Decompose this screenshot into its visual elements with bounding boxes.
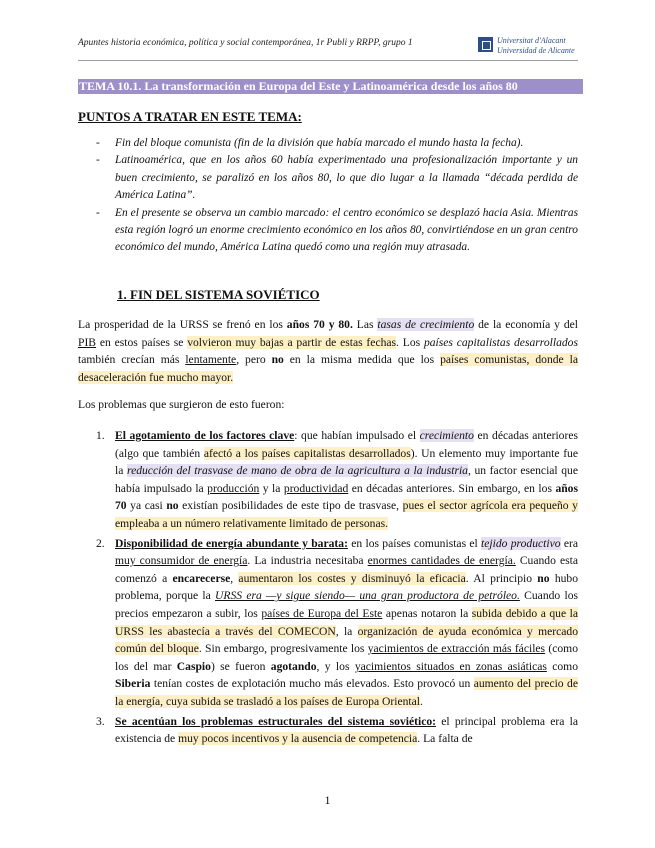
- bullet-dash: -: [96, 154, 100, 167]
- highlight-text: países comunistas, donde la desaceleración fue mucho mayor.: [78, 353, 578, 384]
- text-italic: países capitalistas desarrollados: [423, 335, 578, 349]
- text-run: en estos países se: [96, 335, 188, 349]
- text-run: , pero: [236, 353, 272, 367]
- problems-list: [78, 427, 578, 750]
- highlight-text: aumentaron los costes y disminuyó la eficacia: [238, 571, 466, 585]
- text-run: de la economía y del: [474, 318, 578, 331]
- underlined-text: URSS era —y sigue siendo— una gran productora de petróleo.: [215, 589, 520, 603]
- text-run: en los países comunistas el: [347, 536, 482, 550]
- text-run: : que habían impulsado el: [294, 429, 420, 442]
- underlined-text: producción: [207, 481, 260, 495]
- text-run: ,: [230, 571, 239, 585]
- text-bold: no: [537, 571, 550, 585]
- text-run: . Sin embargo, progresivamente los: [198, 642, 368, 656]
- underlined-text: muy consumidor de energía: [115, 554, 248, 568]
- text-bold: no: [271, 353, 284, 367]
- text-bold: años 70 y 80.: [286, 318, 353, 331]
- highlight-text: organización de ayuda económica y mercado común del bloque: [115, 624, 579, 656]
- highlight-text: pues el sector agrícola era pequeño y empleaba a un número relativamente limitado de personas.: [115, 499, 578, 530]
- text-run: , un factor esencial que había impulsado la: [115, 464, 578, 495]
- text-run: . La industria necesitaba: [247, 554, 368, 568]
- item-number: 2.: [96, 536, 105, 550]
- text-run: ) se fueron: [210, 659, 271, 673]
- text-run: también crecían más: [78, 353, 186, 367]
- text-run: en décadas anteriores (algo que también: [115, 429, 578, 460]
- text-run: y la: [259, 481, 284, 495]
- text-bold: agotando: [270, 659, 317, 673]
- bullet-dash: -: [96, 137, 100, 149]
- item-heading: El agotamiento de los factores clave: [115, 429, 295, 442]
- text-run: La prosperidad de la URSS se frenó en los: [78, 318, 287, 331]
- list-item: [78, 535, 578, 711]
- university-logo-text: [497, 36, 575, 55]
- list-item: [78, 713, 578, 748]
- bullet-text: Fin del bloque comunista (fin de la división que había marcado el mundo hasta la fecha).: [115, 137, 524, 149]
- topic-heading: TEMA 10.1. La transformación en Europa del Este y Latinoamérica desde los años 80: [78, 79, 583, 94]
- text-run: . Los: [396, 335, 424, 349]
- underlined-text: yacimientos situados en zonas asiáticas: [354, 659, 547, 673]
- underlined-text: lentamente: [185, 353, 237, 367]
- paragraph-prosperity: [78, 316, 578, 386]
- highlight-text: crecimiento: [419, 429, 474, 442]
- highlight-text: subida debido a que la URSS les abastecía a través del COMECON: [115, 606, 579, 638]
- text-run: tenían costes de explotación mucho más elevados. Esto provocó un: [150, 677, 474, 691]
- text-run: el principal problema era la existencia de: [115, 714, 579, 746]
- text-run: ya casi: [126, 499, 167, 513]
- highlight-text: afectó a los países capitalistas desarrollados: [203, 446, 411, 460]
- text-run: existían posibilidades de este tipo de trasvase,: [178, 499, 403, 513]
- text-run: ). Un elemento muy importante fue la: [115, 446, 578, 478]
- university-logo-icon: [478, 37, 493, 52]
- text-run: hubo problema, porque la: [115, 571, 579, 603]
- item-heading: Se acentúan los problemas estructurales del sistema soviético:: [115, 714, 437, 728]
- underlined-text: países de Europa del Este: [261, 606, 383, 620]
- list-item: [78, 135, 578, 152]
- underlined-text: productividad: [283, 481, 349, 495]
- university-logo: [478, 34, 586, 56]
- highlight-text: aumento del precio de la energía, cuya subida se trasladó a los países de Europa Oriental: [115, 677, 578, 708]
- text-run: . La falta de: [417, 732, 473, 746]
- points-list: [78, 135, 578, 257]
- bullet-dash: -: [96, 206, 100, 219]
- text-run: . Al principio: [465, 571, 538, 585]
- item-number: 3.: [96, 714, 105, 728]
- list-item: [78, 427, 578, 533]
- text-bold: no: [166, 499, 179, 513]
- underlined-text: PIB: [78, 335, 97, 349]
- highlight-text: reducción del trasvase de mano de obra de la agricultura a la industria: [126, 464, 468, 478]
- text-run: como: [546, 659, 579, 673]
- highlight-text: tejido productivo: [481, 536, 561, 550]
- points-heading: PUNTOS A TRATAR EN ESTE TEMA:: [78, 109, 302, 124]
- text-run: .: [419, 694, 423, 708]
- bullet-text: En el presente se observa un cambio marcado: el centro económico se desplazó hacia Asia. Mientras esta región logró un enorme crecimiento económico en los años 80, convirtiéndose en un gran centro económico del mundo, América Latina quedó como una región muy atrasada.: [115, 206, 578, 254]
- logo-line-1: Universitat d'Alacant: [497, 36, 566, 45]
- text-bold: años 70: [115, 481, 578, 513]
- page-header-title: Apuntes historia económica, política y social contemporánea, 1r Publi y RRPP, grupo 1: [78, 38, 413, 48]
- header-divider: [78, 60, 578, 61]
- text-run: apenas notaron la: [382, 606, 472, 620]
- text-run: Las: [352, 318, 378, 331]
- highlight-text: muy pocos incentivos y la ausencia de competencia: [178, 732, 418, 746]
- highlight-text: volvieron muy bajas a partir de estas fechas: [187, 335, 397, 349]
- item-heading: Disponibilidad de energía abundante y barata:: [115, 536, 348, 550]
- text-bold: Caspio: [176, 659, 211, 673]
- text-run: Cuando los precios empezaron a subir, los: [115, 589, 579, 620]
- underlined-text: yacimientos de extracción más fáciles: [367, 642, 546, 656]
- logo-line-2: Universidad de Alicante: [497, 45, 575, 55]
- paragraph-problems-intro: Los problemas que surgieron de esto fueron:: [78, 398, 285, 411]
- text-run: (como los del mar: [115, 642, 578, 673]
- text-bold: Siberia: [115, 677, 151, 691]
- text-bold: encarecerse: [172, 571, 231, 585]
- text-run: , la: [335, 624, 358, 638]
- list-item: [78, 152, 578, 204]
- page-number: 1: [324, 793, 331, 807]
- text-run: , y los: [316, 659, 355, 673]
- section-title: 1. FIN DEL SISTEMA SOVIÉTICO: [117, 287, 320, 302]
- item-number: 1.: [96, 429, 105, 442]
- text-run: era: [560, 536, 578, 550]
- highlight-text: tasas de crecimiento: [377, 318, 475, 331]
- bullet-text: Latinoamérica, que en los años 60 había experimentado una profesionalización importante y un buen crecimiento, se paralizó en los años 80, lo que dio lugar a la llamada “década perdida de América Latina”.: [115, 154, 578, 202]
- text-run: en décadas anteriores. Sin embargo, en los: [348, 481, 556, 495]
- underlined-text: enormes cantidades de energía.: [367, 554, 516, 568]
- text-run: Cuando esta comenzó a: [115, 554, 578, 585]
- text-run: en la misma medida que los: [283, 353, 441, 367]
- list-item: [78, 205, 578, 257]
